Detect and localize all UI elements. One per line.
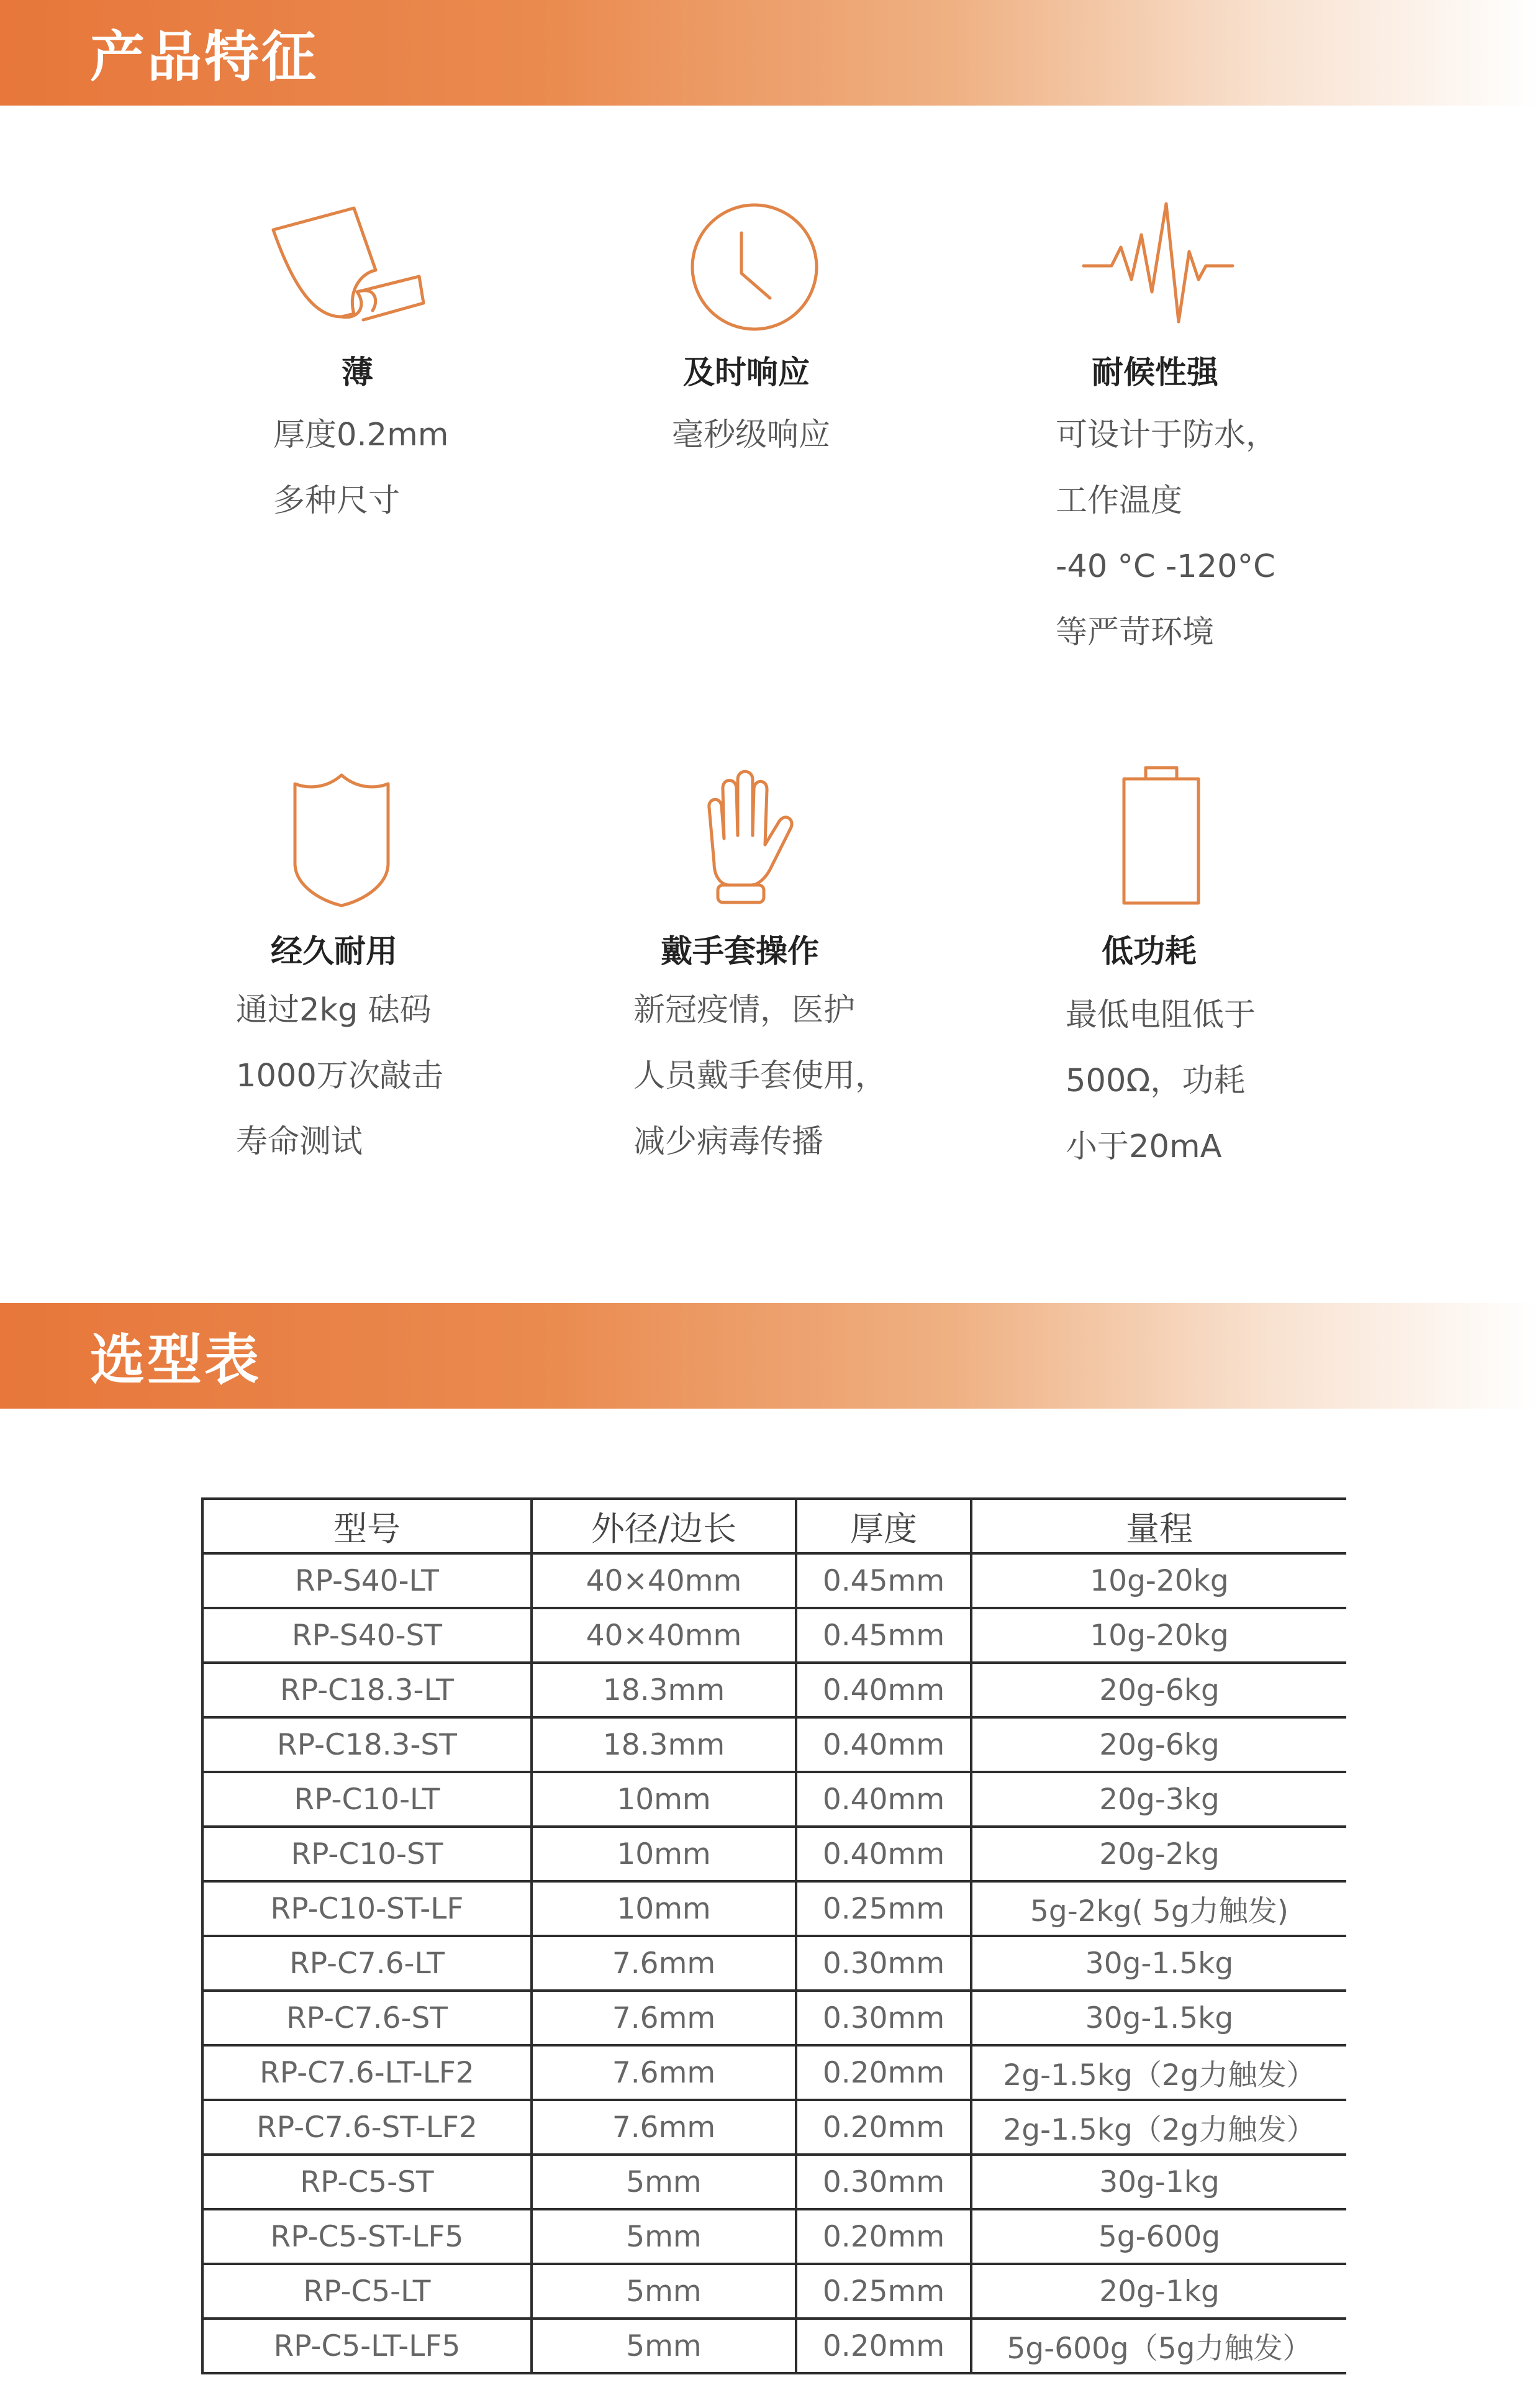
table-row	[202, 1991, 1346, 2045]
table-row	[202, 2155, 1346, 2209]
cell-size: 40×40mm	[532, 1608, 796, 1663]
header-model: 型号	[202, 1499, 532, 1553]
cell-size: 5mm	[532, 2264, 796, 2319]
glove-icon	[695, 764, 795, 913]
table-row	[202, 1936, 1346, 1991]
feature-desc-line: 减少病毒传播	[633, 1124, 824, 1160]
cell-model: RP-C7.6-LT	[202, 1936, 532, 1991]
table-body	[202, 1553, 1346, 2373]
feature-description	[1056, 402, 1277, 666]
table-row	[202, 1827, 1346, 1881]
cell-model: RP-C5-LT	[202, 2264, 532, 2319]
cell-model: RP-C10-ST	[202, 1827, 532, 1881]
cell-size: 40×40mm	[532, 1553, 796, 1608]
feature-desc-line: -40 °C -120°C	[1056, 548, 1275, 585]
selection-table-container	[201, 1497, 1346, 2385]
table-row	[202, 2319, 1346, 2373]
cell-size: 7.6mm	[532, 1936, 796, 1991]
header-range: 量程	[971, 1499, 1346, 1553]
cell-range: 10g-20kg	[971, 1608, 1346, 1663]
cell-model: RP-C7.6-ST	[202, 1991, 532, 2045]
cell-size: 7.6mm	[532, 1991, 796, 2045]
shield-icon	[283, 764, 401, 913]
table-header-row	[202, 1499, 1346, 1553]
cell-range: 5g-600g	[971, 2209, 1346, 2264]
cell-range: 2g-1.5kg（2g力触发）	[971, 2100, 1346, 2155]
feature-glove-operation	[627, 758, 1037, 1205]
feature-description	[273, 402, 448, 534]
features-section-title: 产品特征	[90, 25, 319, 89]
cell-range: 5g-600g（5g力触发）	[971, 2319, 1346, 2373]
feature-desc-line: 500Ω，功耗	[1066, 1063, 1246, 1099]
table-row	[202, 2045, 1346, 2100]
feature-response	[640, 180, 1049, 565]
feature-title: 经久耐用	[271, 934, 398, 970]
feature-title: 薄	[342, 355, 374, 391]
waveform-icon	[1074, 193, 1242, 335]
cell-model: RP-C7.6-LT-LF2	[202, 2045, 532, 2100]
feature-desc-line: 工作温度	[1056, 483, 1183, 519]
table-row	[202, 1663, 1346, 1717]
cell-range: 20g-6kg	[971, 1663, 1346, 1717]
header-size: 外径/边长	[532, 1499, 796, 1553]
feature-description	[1066, 983, 1256, 1180]
feature-durable	[230, 758, 640, 1205]
cell-range: 20g-1kg	[971, 2264, 1346, 2319]
thin-film-icon	[267, 193, 435, 342]
cell-thickness: 0.40mm	[796, 1827, 971, 1881]
feature-desc-line: 可设计于防水，	[1056, 417, 1278, 453]
feature-description	[672, 402, 830, 468]
cell-thickness: 0.20mm	[796, 2209, 971, 2264]
cell-thickness: 0.30mm	[796, 2155, 971, 2209]
cell-model: RP-C7.6-ST-LF2	[202, 2100, 532, 2155]
feature-desc-line: 多种尺寸	[273, 483, 401, 519]
cell-size: 10mm	[532, 1827, 796, 1881]
cell-model: RP-C5-ST	[202, 2155, 532, 2209]
cell-size: 18.3mm	[532, 1663, 796, 1717]
cell-range: 30g-1.5kg	[971, 1936, 1346, 1991]
cell-size: 18.3mm	[532, 1717, 796, 1772]
cell-thickness: 0.20mm	[796, 2100, 971, 2155]
feature-thin	[230, 180, 640, 565]
feature-desc-line: 最低电阻低于	[1066, 997, 1256, 1034]
cell-range: 2g-1.5kg（2g力触发）	[971, 2045, 1346, 2100]
feature-title: 戴手套操作	[661, 934, 820, 970]
feature-low-power	[1056, 758, 1465, 1205]
table-row	[202, 2209, 1346, 2264]
header-thickness: 厚度	[796, 1499, 971, 1553]
feature-desc-line: 新冠疫情，医护	[633, 992, 856, 1029]
cell-thickness: 0.30mm	[796, 1936, 971, 1991]
feature-title: 低功耗	[1102, 934, 1197, 970]
table-row	[202, 2100, 1346, 2155]
cell-model: RP-C18.3-LT	[202, 1663, 532, 1717]
cell-thickness: 0.40mm	[796, 1717, 971, 1772]
cell-model: RP-C10-ST-LF	[202, 1881, 532, 1936]
feature-desc-line: 小于20mA	[1066, 1129, 1222, 1165]
selection-table	[201, 1497, 1346, 2374]
feature-description	[633, 978, 887, 1175]
cell-size: 5mm	[532, 2319, 796, 2373]
cell-model: RP-C10-LT	[202, 1772, 532, 1827]
cell-range: 10g-20kg	[971, 1553, 1346, 1608]
table-row	[202, 1881, 1346, 1936]
feature-desc-line: 1000万次敲击	[236, 1058, 443, 1094]
cell-range: 20g-3kg	[971, 1772, 1346, 1827]
cell-model: RP-S40-ST	[202, 1608, 532, 1663]
cell-range: 30g-1.5kg	[971, 1991, 1346, 2045]
cell-size: 7.6mm	[532, 2045, 796, 2100]
cell-thickness: 0.40mm	[796, 1663, 971, 1717]
features-banner	[0, 0, 1540, 106]
cell-thickness: 0.25mm	[796, 2264, 971, 2319]
cell-thickness: 0.40mm	[796, 1772, 971, 1827]
cell-range: 20g-6kg	[971, 1717, 1346, 1772]
cell-thickness: 0.45mm	[796, 1553, 971, 1608]
clock-icon	[677, 189, 832, 345]
cell-thickness: 0.25mm	[796, 1881, 971, 1936]
selection-section-title: 选型表	[90, 1328, 262, 1392]
table-row	[202, 2264, 1346, 2319]
cell-size: 10mm	[532, 1881, 796, 1936]
feature-desc-line: 人员戴手套使用，	[633, 1058, 887, 1094]
feature-desc-line: 等严苛环境	[1056, 614, 1215, 651]
table-row	[202, 1772, 1346, 1827]
cell-range: 5g-2kg( 5g力触发)	[971, 1881, 1346, 1936]
cell-thickness: 0.30mm	[796, 1991, 971, 2045]
feature-desc-line: 通过2kg 砝码	[236, 992, 432, 1029]
cell-size: 5mm	[532, 2209, 796, 2264]
cell-size: 5mm	[532, 2155, 796, 2209]
feature-weather-resistance	[1049, 180, 1459, 689]
cell-thickness: 0.20mm	[796, 2319, 971, 2373]
cell-size: 10mm	[532, 1772, 796, 1827]
feature-desc-line: 寿命测试	[236, 1124, 363, 1160]
cell-size: 7.6mm	[532, 2100, 796, 2155]
cell-model: RP-S40-LT	[202, 1553, 532, 1608]
cell-model: RP-C5-ST-LF5	[202, 2209, 532, 2264]
battery-icon	[1112, 763, 1211, 912]
cell-model: RP-C18.3-ST	[202, 1717, 532, 1772]
cell-range: 20g-2kg	[971, 1827, 1346, 1881]
feature-desc-line: 毫秒级响应	[672, 417, 831, 453]
table-row	[202, 1553, 1346, 1608]
cell-model: RP-C5-LT-LF5	[202, 2319, 532, 2373]
table-row	[202, 1717, 1346, 1772]
feature-title: 及时响应	[683, 355, 810, 391]
feature-desc-line: 厚度0.2mm	[273, 417, 449, 453]
cell-thickness: 0.20mm	[796, 2045, 971, 2100]
feature-description	[236, 978, 443, 1175]
selection-banner	[0, 1303, 1540, 1409]
table-row	[202, 1608, 1346, 1663]
cell-thickness: 0.45mm	[796, 1608, 971, 1663]
feature-title: 耐候性强	[1092, 355, 1219, 391]
cell-range: 30g-1kg	[971, 2155, 1346, 2209]
